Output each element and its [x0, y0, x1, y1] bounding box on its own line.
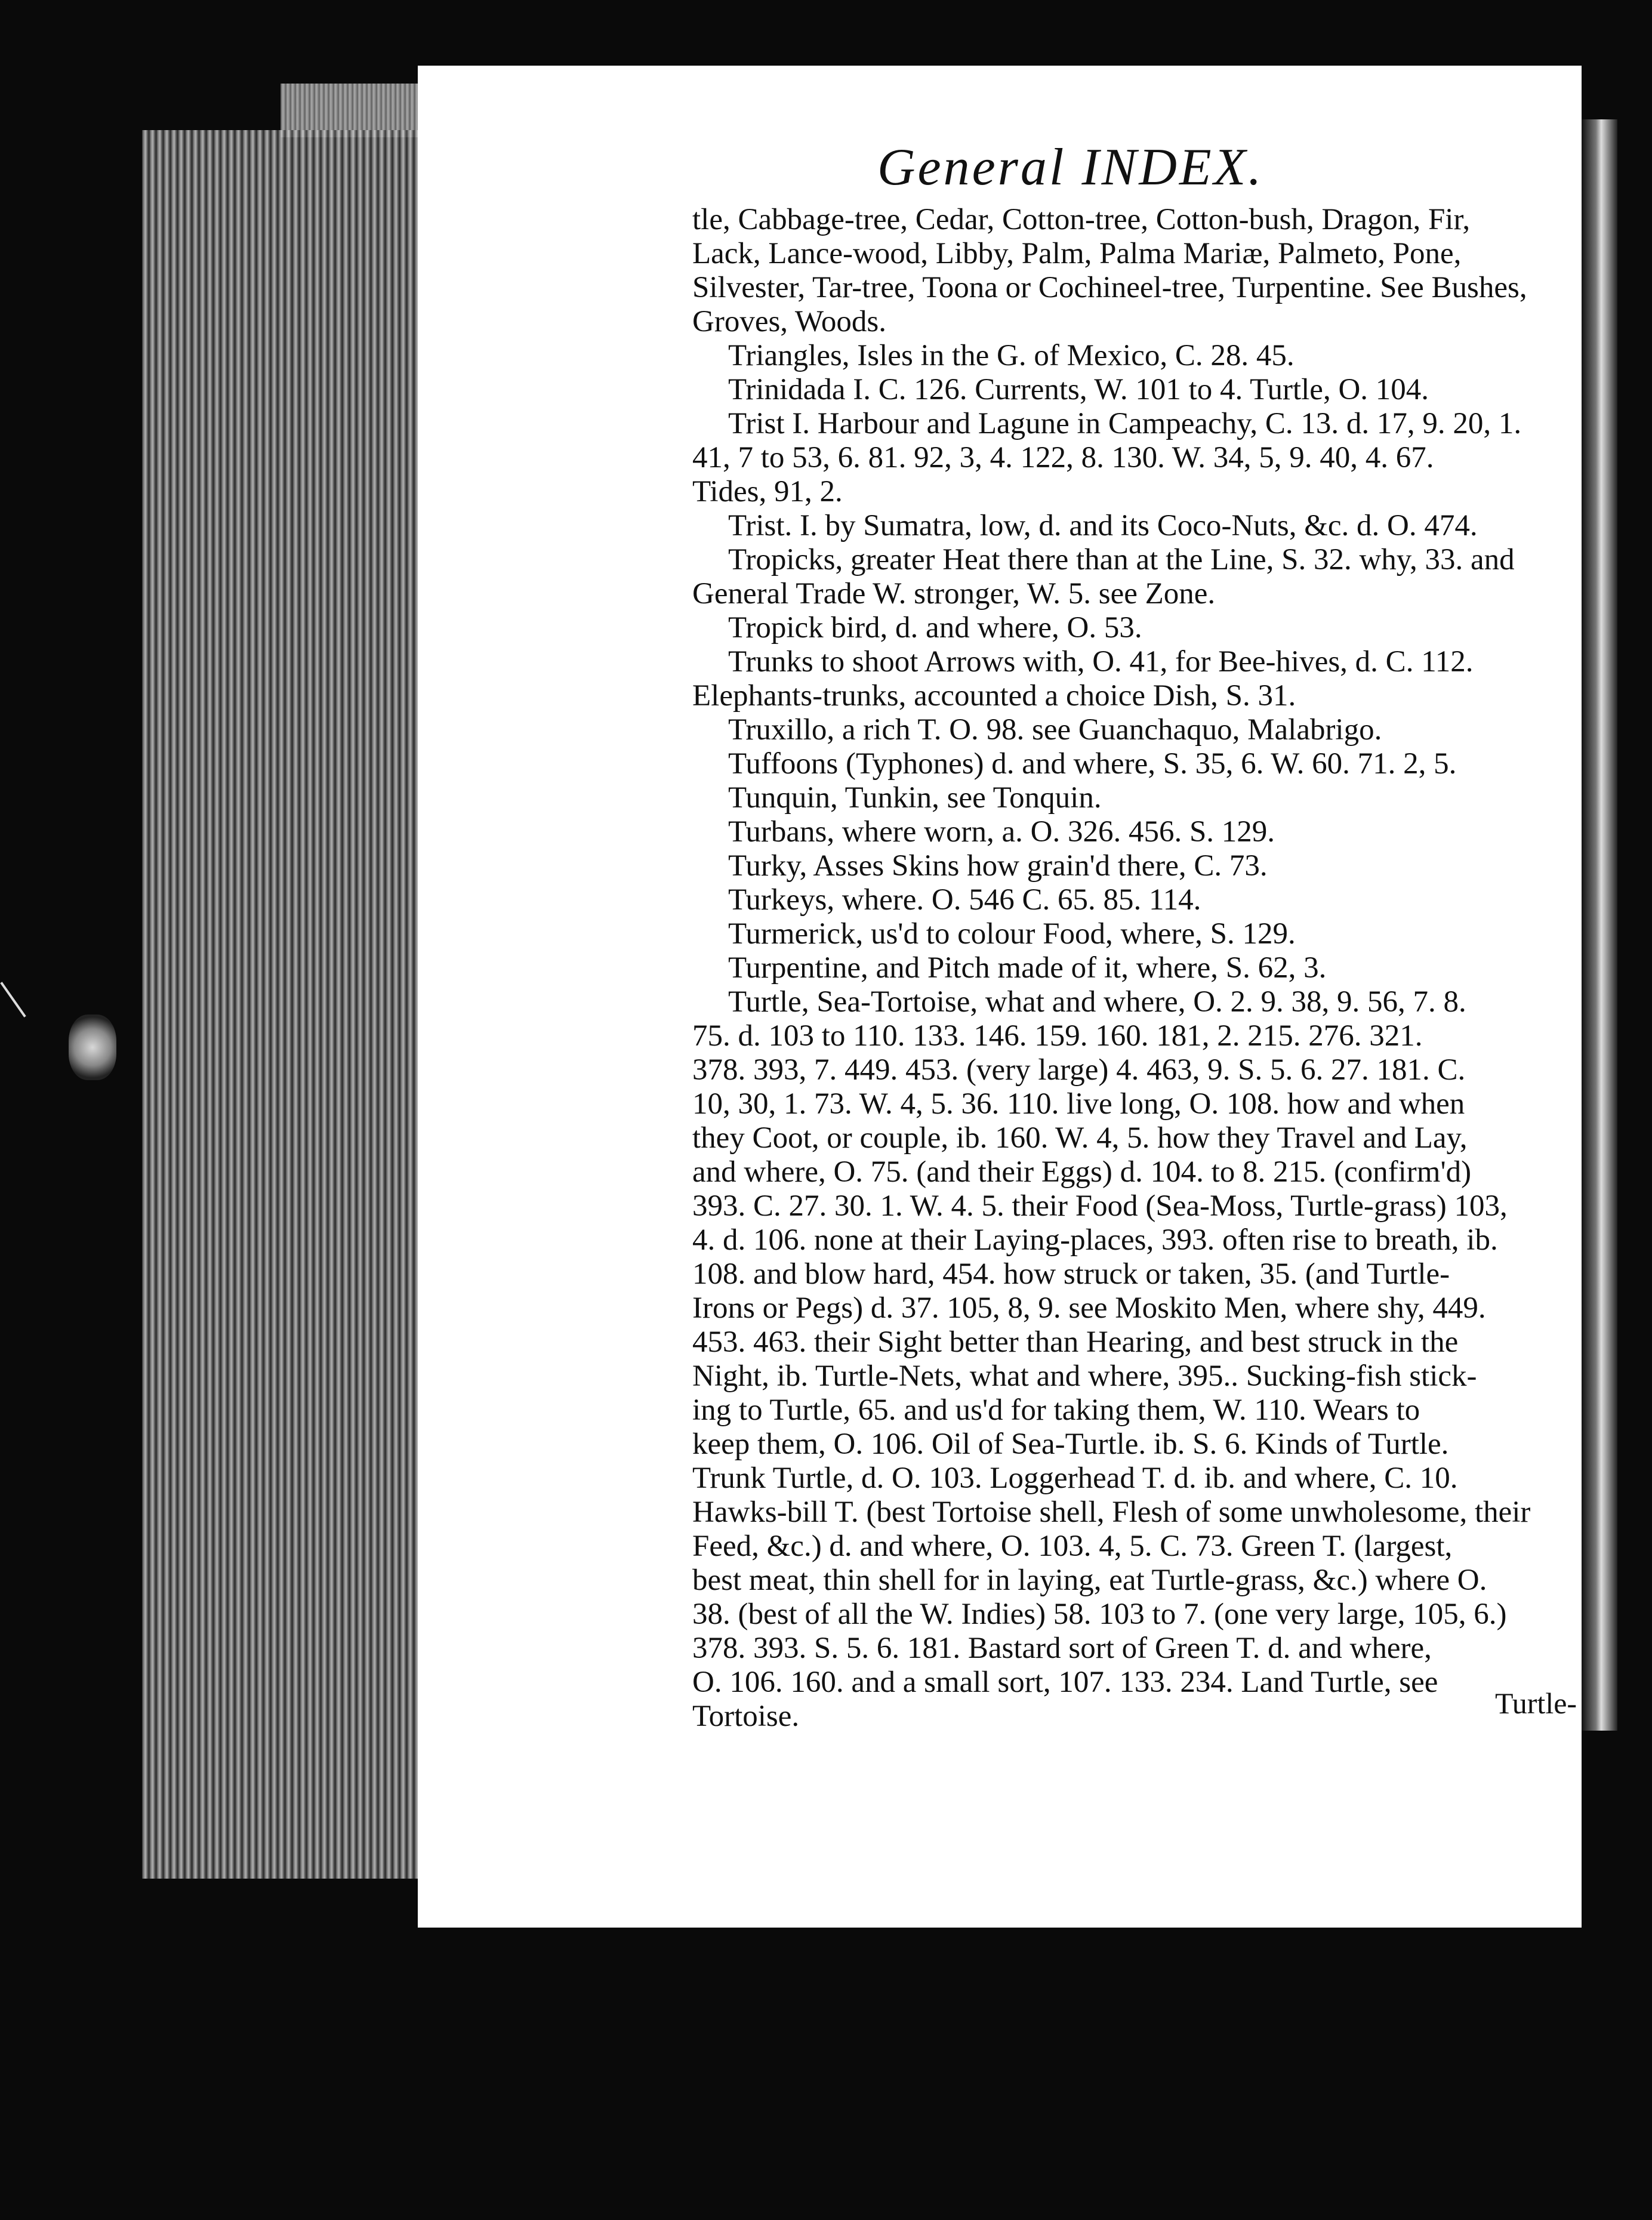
- index-line: Tortoise.: [692, 1700, 800, 1733]
- index-line: Turky, Asses Skins how grain'd there, C. 73.: [728, 849, 1268, 883]
- film-smudge: [69, 1015, 116, 1080]
- facing-page-edge: [1582, 119, 1617, 1731]
- index-line: ing to Turtle, 65. and us'd for taking them, W. 110. Wears to: [692, 1393, 1420, 1427]
- index-line: 378. 393, 7. 449. 453. (very large) 4. 463, 9. S. 5. 6. 27. 181. C.: [692, 1053, 1466, 1087]
- index-line: Trunks to shoot Arrows with, O. 41, for Bee-hives, d. C. 112.: [728, 645, 1474, 679]
- index-line: Trunk Turtle, d. O. 103. Loggerhead T. d. ib. and where, C. 10.: [692, 1462, 1458, 1495]
- index-line: 393. C. 27. 30. 1. W. 4. 5. their Food (Sea-Moss, Turtle-grass) 103,: [692, 1189, 1508, 1223]
- index-line: Turmerick, us'd to colour Food, where, S. 129.: [728, 917, 1296, 951]
- index-line: keep them, O. 106. Oil of Sea-Turtle. ib. S. 6. Kinds of Turtle.: [692, 1427, 1449, 1461]
- catchword: Turtle-: [1495, 1686, 1577, 1720]
- index-line: and where, O. 75. (and their Eggs) d. 104. to 8. 215. (confirm'd): [692, 1155, 1472, 1189]
- index-line: 453. 463. their Sight better than Hearing, and best struck in the: [692, 1325, 1459, 1359]
- index-line: Truxillo, a rich T. O. 98. see Guanchaquo, Malabrigo.: [728, 713, 1382, 747]
- running-head: General INDEX.: [877, 138, 1264, 196]
- index-line: Irons or Pegs) d. 37. 105, 8, 9. see Moskito Men, where shy, 449.: [692, 1291, 1486, 1325]
- index-line: Tropicks, greater Heat there than at the Line, S. 32. why, 33. and: [728, 543, 1515, 576]
- index-line: Turbans, where worn, a. O. 326. 456. S. 129.: [728, 815, 1275, 849]
- index-line: 10, 30, 1. 73. W. 4, 5. 36. 110. live long, O. 108. how and when: [692, 1087, 1465, 1121]
- index-line: 41, 7 to 53, 6. 81. 92, 3, 4. 122, 8. 130. W. 34, 5, 9. 40, 4. 67.: [692, 441, 1434, 474]
- index-line: Turtle, Sea-Tortoise, what and where, O. 2. 9. 38, 9. 56, 7. 8.: [728, 985, 1466, 1019]
- index-line: Trinidada I. C. 126. Currents, W. 101 to 4. Turtle, O. 104.: [728, 373, 1429, 406]
- index-line: 108. and blow hard, 454. how struck or taken, 35. (and Turtle-: [692, 1257, 1450, 1291]
- index-line: Triangles, Isles in the G. of Mexico, C. 28. 45.: [728, 339, 1295, 372]
- index-line: Hawks-bill T. (best Tortoise shell, Flesh of some unwholesome, their: [692, 1496, 1531, 1529]
- index-line: best meat, thin shell for in laying, eat Turtle-grass, &c.) where O.: [692, 1564, 1487, 1597]
- index-line: Elephants-trunks, accounted a choice Dish, S. 31.: [692, 679, 1296, 713]
- index-line: Tides, 91, 2.: [692, 475, 843, 508]
- index-line: Trist I. Harbour and Lagune in Campeachy, C. 13. d. 17, 9. 20, 1.: [728, 407, 1522, 440]
- index-line: Turpentine, and Pitch made of it, where, S. 62, 3.: [728, 951, 1327, 985]
- index-line: 4. d. 106. none at their Laying-places, 393. often rise to breath, ib.: [692, 1223, 1498, 1257]
- index-line: 38. (best of all the W. Indies) 58. 103 to 7. (one very large, 105, 6.): [692, 1598, 1507, 1631]
- index-line: 378. 393. S. 5. 6. 181. Bastard sort of Green T. d. and where,: [692, 1632, 1432, 1665]
- film-scratch: [0, 982, 26, 1018]
- index-line: O. 106. 160. and a small sort, 107. 133. 234. Land Turtle, see: [692, 1666, 1438, 1699]
- index-line: Tunquin, Tunkin, see Tonquin.: [728, 781, 1102, 815]
- index-line: they Coot, or couple, ib. 160. W. 4, 5. how they Travel and Lay,: [692, 1121, 1468, 1155]
- book-top-edge: [281, 84, 436, 137]
- index-line: Turkeys, where. O. 546 C. 65. 85. 114.: [728, 883, 1201, 917]
- index-line: General Trade W. stronger, W. 5. see Zone.: [692, 577, 1216, 610]
- index-line: Night, ib. Turtle-Nets, what and where, 395.. Sucking-fish stick-: [692, 1359, 1477, 1393]
- book-page-edges: [142, 130, 426, 1879]
- index-line: Lack, Lance-wood, Libby, Palm, Palma Mariæ, Palmeto, Pone,: [692, 237, 1462, 270]
- index-line: 75. d. 103 to 110. 133. 146. 159. 160. 181, 2. 215. 276. 321.: [692, 1019, 1423, 1053]
- index-text-block: [692, 203, 1558, 1734]
- index-line: Feed, &c.) d. and where, O. 103. 4, 5. C. 73. Green T. (largest,: [692, 1530, 1453, 1563]
- index-line: tle, Cabbage-tree, Cedar, Cotton-tree, Cotton-bush, Dragon, Fir,: [692, 203, 1471, 236]
- index-line: Groves, Woods.: [692, 305, 887, 338]
- index-line: Trist. I. by Sumatra, low, d. and its Coco-Nuts, &c. d. O. 474.: [728, 509, 1478, 542]
- index-line: Tropick bird, d. and where, O. 53.: [728, 611, 1142, 645]
- index-line: Silvester, Tar-tree, Toona or Cochineel-tree, Turpentine. See Bushes,: [692, 271, 1527, 304]
- index-line: Tuffoons (Typhones) d. and where, S. 35, 6. W. 60. 71. 2, 5.: [728, 747, 1457, 781]
